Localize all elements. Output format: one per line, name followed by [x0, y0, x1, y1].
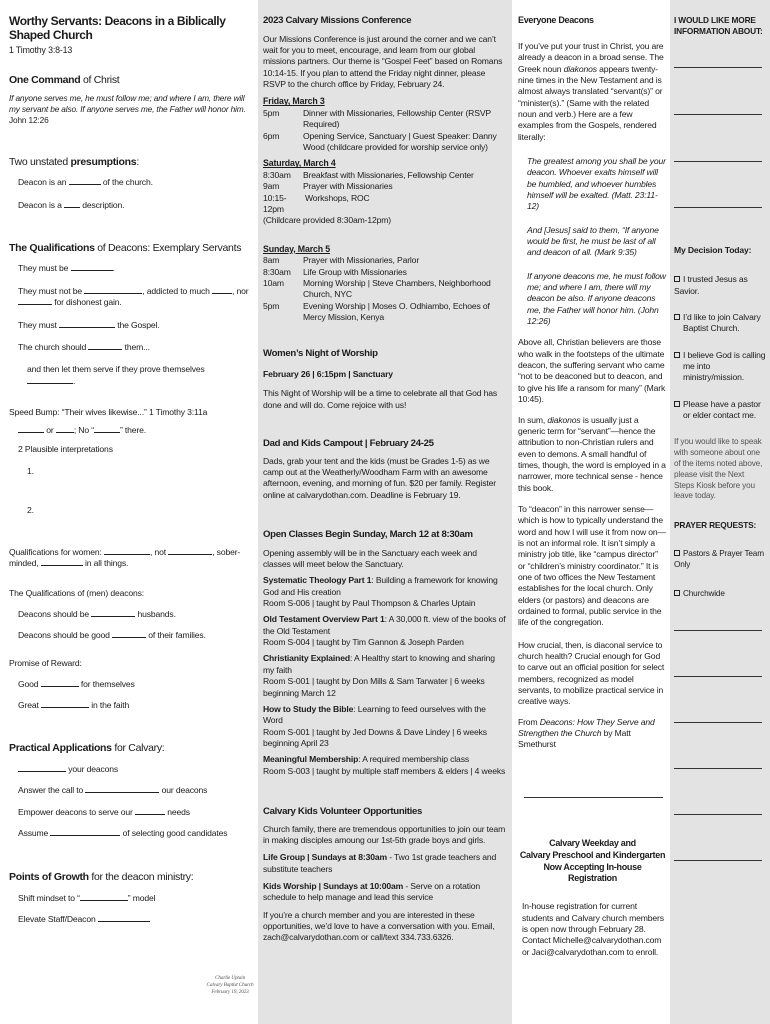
article-quote-3: If anyone deacons me, he must follow me; and where I am, there will my deacon be also. If anyone deacons me, the Father will honor him. (John 12:26): [527, 270, 666, 327]
john-quote: If anyone serves me, he must follow me; and where I am, there will my servant be also. If anyone serves me, the Father will honor him. John 12:26: [9, 92, 246, 125]
saturday-heading: Saturday, March 4: [263, 158, 336, 169]
blank-must-gospel: They must the Gospel.: [18, 319, 160, 330]
sunday-heading: Sunday, March 5: [263, 243, 331, 254]
speed-bump: Speed Bump: “Their wives likewise...” 1 Timothy 3:11a: [9, 406, 208, 417]
announcements-column: [258, 0, 512, 1024]
article-source: From Deacons: How They Serve and Strengthen the Church by Matt Smethurst: [518, 716, 655, 750]
promise-heading: Promise of Reward:: [9, 658, 82, 669]
blank-let-them-serve: and then let them serve if they prove themselves .: [27, 364, 205, 386]
article-paragraph-1: If you’ve put your trust in Christ, you are already a deacon in a broad sense. The Greek noun diakonos appears twenty-nine times in the New Testament and is almost always translated “servant(s)” or “minister(s).” (Same with the related noun and verb.) Here are a few examples from the Gospels, rendered literally:: [518, 40, 664, 142]
friday-schedule: [263, 108, 506, 153]
checkbox-icon[interactable]: [674, 590, 680, 596]
article-paragraph-3: In sum, diakonos is usually just a generic term for “servant”—hence the attribution to non-Christian rulers and even to demons. A small handful of times, though, the word is employed in a narrower, more technical sense - hence this book.: [518, 414, 666, 493]
schedule-row: 8am Prayer with Missionaries, Parlor: [263, 255, 420, 266]
class-item: Systematic Theology Part 1: Building a framework for knowing God and His creation Room S-006 | taught by Paul Thompson & Charles Uptain: [263, 575, 498, 609]
response-card-column: [670, 0, 770, 1024]
sermon-reference: 1 Timothy 3:8-13: [9, 44, 73, 55]
sermon-title: Worthy Servants: Deacons in a Biblically Shaped Church: [9, 14, 226, 42]
schedule-row: 10:15-12pm Workshops, ROC: [263, 192, 370, 214]
qual-men-heading: The Qualifications of (men) deacons:: [9, 588, 145, 599]
article-title: Everyone Deacons: [518, 15, 594, 25]
sermon-signature: Charlie Uptain Calvary Baptist Church February 19, 2023: [206, 975, 254, 996]
blank-must-not-be: They must not be , addicted to much , nor for dishonest gain.: [18, 285, 249, 308]
article-quote-1: The greatest among you shall be your deacon. Whoever exalts himself will be humbled, and whoever humbles himself will be exalted. (Matt. 23:11-12): [527, 155, 666, 212]
kids-worship: Kids Worship | Sundays at 10:00am - Serve on a rotation schedule to help manage and lead this service: [263, 880, 481, 903]
class-item: Christianity Explained: A Healthy start to knowing and sharing my faith Room S-001 | taught by Don Mills & Sam Tarwater | 6 weeks beginning March 12: [263, 653, 495, 698]
campout-title: Dad and Kids Campout | February 24-25: [263, 438, 434, 450]
womens-date: February 26 | 6:15pm | Sanctuary: [263, 369, 393, 380]
decision-option[interactable]: I believe God is calling me into ministry/mission.: [674, 350, 766, 384]
schedule-row: 8:30am Breakfast with Missionaries, Fellowship Center: [263, 169, 474, 180]
checkbox-icon[interactable]: [674, 550, 680, 556]
blank-shift: Shift mindset to “ ” model: [18, 892, 156, 903]
missions-title: 2023 Calvary Missions Conference: [263, 15, 412, 26]
classes-title: Open Classes Begin Sunday, March 12 at 8:30am: [263, 529, 473, 541]
info-line[interactable]: [674, 114, 762, 115]
info-line[interactable]: [674, 207, 762, 208]
schedule-row: 9am Prayer with Missionaries: [263, 181, 393, 192]
prayer-line[interactable]: [674, 676, 762, 677]
checkbox-icon[interactable]: [674, 401, 680, 407]
classes-text: Opening assembly will be in the Sanctuary each week and classes will meet below the Sanctuary.: [263, 547, 477, 570]
section-divider: [524, 797, 663, 798]
blank-elevate: Elevate Staff/Deacon: [9, 914, 252, 925]
more-info-heading: I WOULD LIKE MORE INFORMATION ABOUT:: [674, 15, 763, 36]
blank-must-be: They must be .: [18, 263, 115, 274]
friday-heading: Friday, March 3: [263, 96, 325, 107]
blank-assume: Assume of selecting good candidates: [18, 827, 228, 838]
schedule-row: 6pm Opening Service, Sanctuary | Guest Speaker: Danny Wood (childcare provided for worship service only): [263, 130, 497, 153]
presumptions-heading: Two unstated presumptions:: [9, 155, 139, 168]
deacons-article-column: [512, 0, 670, 1024]
womens-title: Women’s Night of Worship: [263, 348, 378, 360]
campout-text: Dads, grab your tent and the kids (must be Grades 1-5) as we camp out at the Weatherly/Woodham Farm with an awesome afternoon, evening, and morning of fun. $20 per family. Register online at calvarydothan.com. Deadline is February 19.: [263, 455, 496, 500]
decision-heading: My Decision Today:: [674, 244, 752, 255]
sermon-notes-column: [0, 0, 258, 1024]
prayer-option[interactable]: Churchwide: [674, 589, 766, 600]
kiosk-note: If you would like to speak with someone about one of the items noted above, please visit the Next Steps Kiosk before you leave today.: [674, 437, 763, 501]
blank-church-should: The church should them...: [18, 341, 150, 352]
prayer-line[interactable]: [674, 768, 762, 769]
prayer-line[interactable]: [674, 722, 762, 723]
checkbox-icon[interactable]: [674, 352, 680, 358]
class-item: Meaningful Membership: A required membership class Room S-003 | taught by multiple staff members & elders | 4 weeks: [263, 754, 506, 776]
decision-option[interactable]: I trusted Jesus as Savior.: [674, 274, 748, 296]
qualifications-heading: The Qualifications of Deacons: Exemplary Servants: [9, 241, 242, 254]
interpretation-1: 1.: [27, 465, 34, 476]
growth-heading: Points of Growth for the deacon ministry:: [9, 871, 194, 884]
schedule-row: 5pm Dinner with Missionaries, Fellowship Center (RSVP Required): [263, 107, 491, 130]
saturday-schedule: [263, 170, 506, 227]
kids-contact: If you’re a church member and you are interested in these opportunities, we’d love to have a conversation with you. Email, zach@calvarydothan.com or call/text 334.733.6326.: [263, 909, 495, 943]
checkbox-icon[interactable]: [674, 314, 680, 320]
one-command-heading: One Command of Christ: [9, 74, 120, 87]
saturday-childcare: (Childcare provided 8:30am-12pm): [263, 215, 391, 226]
blank-husbands: Deacons should be husbands.: [18, 608, 176, 619]
article-paragraph-4: To “deacon” in this narrower sense—which is how to typically understand the word and how I will use it from now on—is not an informal role. It isn’t simply a ministry job title, like “campus director” or “children’s ministry coordinator.” It is one of two offices the New Testament establishes for the local church. Only elders (or pastors) and deacons are ordained to formal, public service in the life of the congregation.: [518, 503, 666, 628]
plausible-heading: 2 Plausible interpretations: [18, 443, 113, 454]
decision-option[interactable]: I’d like to join Calvary Baptist Church.: [674, 312, 766, 335]
prayer-option[interactable]: Pastors & Prayer Team Only: [674, 549, 764, 570]
article-paragraph-2: Above all, Christian believers are those who walk in the footsteps of the ultimate deacon, the suffering servant who came “not to be deaconed but to deacon, and to give his life a ransom for many” (Mark 10:45).: [518, 337, 666, 405]
prayer-line[interactable]: [674, 814, 762, 815]
prayer-line[interactable]: [674, 860, 762, 861]
schedule-row: 8:30am Life Group with Missionaries: [263, 266, 407, 277]
class-item: How to Study the Bible: Learning to feed ourselves with the Word Room S-001 | taught by Jed Downs & Dave Lindey | 6 weeks beginning April 23: [263, 703, 487, 748]
article-paragraph-5: How crucial, then, is diaconal service to church health? Crucial enough for God to carve out an official position for select members, recognized as model servants, to mobilize practical service in creative ways.: [518, 639, 665, 707]
prayer-line[interactable]: [674, 630, 762, 631]
schedule-row: 5pm Evening Worship | Moses O. Odhiambo, Echoes of Mercy Mission, Kenya: [263, 300, 490, 323]
kids-title: Calvary Kids Volunteer Opportunities: [263, 805, 423, 817]
info-line[interactable]: [674, 161, 762, 162]
weekday-heading: Calvary Weekday and Calvary Preschool and Kindergarten Now Accepting In-house Registration: [519, 837, 666, 884]
blank-deacon-an: Deacon is an of the church.: [18, 177, 153, 188]
kids-text: Church family, there are tremendous opportunities to join our team in making disciples amoung our 1st-5th grade boys and girls.: [263, 823, 506, 845]
decision-option[interactable]: Please have a pastor or elder contact me.: [674, 399, 766, 422]
womens-text: This Night of Worship will be a time to celebrate all that God has done and will do. Come rejoice with us!: [263, 388, 498, 410]
interpretation-2: 2.: [27, 505, 34, 516]
checkbox-icon[interactable]: [674, 276, 680, 282]
blank-good: Good for themselves: [18, 678, 135, 689]
classes-list: [263, 575, 506, 777]
blank-deacon-a: Deacon is a description.: [18, 199, 125, 210]
weekday-text: In-house registration for current students and Calvary church members is open now through February 28. Contact Michelle@calvarydothan.com or Jaci@calvarydothan.com to enroll.: [522, 901, 664, 957]
class-item: Old Testament Overview Part 1: A 30,000 ft. view of the books of the Old Testament Room S-004 | taught by Tim Gannon & Joseph Parden: [263, 614, 506, 648]
blank-great: Great in the faith: [18, 700, 130, 711]
blank-empower: Empower deacons to serve our needs: [18, 806, 190, 817]
schedule-row: 10am Morning Worship | Steve Chambers, Neighborhood Church, NYC: [263, 277, 491, 300]
blank-answer-call: Answer the call to our deacons: [18, 785, 208, 796]
qual-women: Qualifications for women: , not , sober-minded, in all things.: [9, 546, 241, 568]
info-line[interactable]: [674, 67, 762, 68]
kids-lifegroup: Life Group | Sundays at 8:30am - Two 1st grade teachers and substitute teachers: [263, 852, 497, 874]
article-quote-2: And [Jesus] said to them, “If anyone would be first, he must be last of all and deacon of all. (Mark 9:35): [527, 224, 659, 258]
sunday-schedule: [263, 255, 506, 323]
prayer-heading: PRAYER REQUESTS:: [674, 520, 757, 531]
blank-families: Deacons should be good of their families.: [18, 629, 206, 640]
applications-heading: Practical Applications for Calvary:: [9, 742, 165, 755]
missions-text: Our Missions Conference is just around the corner and we can’t wait for you to meet, encourage, and learn from our global missions partners. Our theme is “Gospel Feet” based on Romans 10:14-15. If you plan to attend the Friday night dinner, please RSVP to the church office by Friday, February 24.: [263, 33, 503, 90]
blank-or-no: or ; No “ ” there.: [9, 425, 252, 436]
blank-your-deacons: your deacons: [9, 764, 252, 775]
